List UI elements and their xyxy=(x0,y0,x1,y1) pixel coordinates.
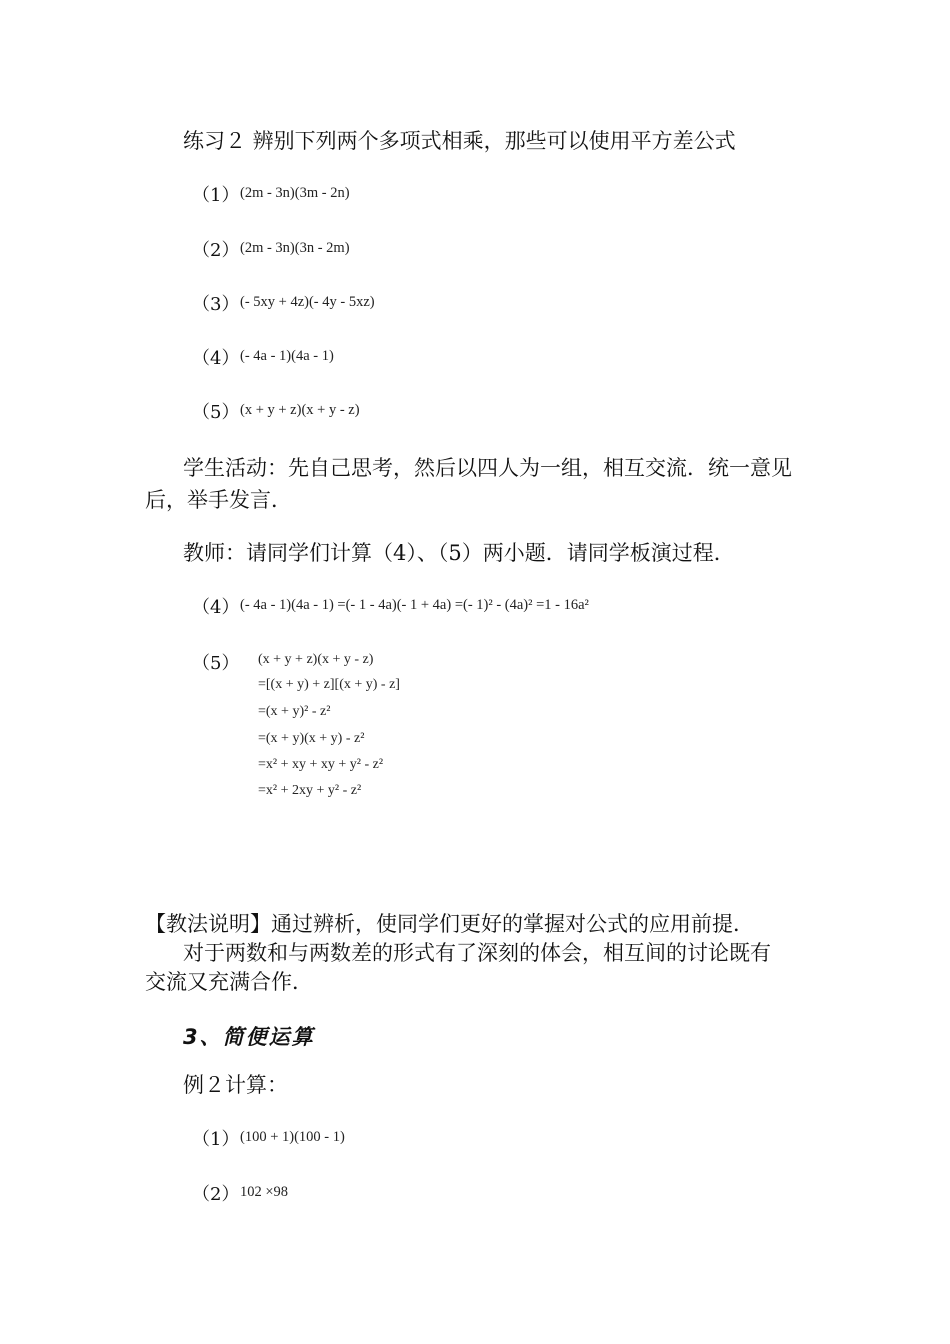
solution4-expr: (- 4a - 1)(4a - 1) =(- 1 - 4a)(- 1 + 4a) =(- 1)² - (4a)² =1 - 16a² xyxy=(240,597,589,613)
exercise2-item4-label: （4） xyxy=(192,348,240,369)
solution5-step3: =(x + y)² - z² xyxy=(258,704,331,719)
solution5-step2: =[(x + y) + z][(x + y) - z] xyxy=(258,677,400,692)
exercise2-item1-expr: (2m - 3n)(3m - 2n) xyxy=(240,185,350,201)
exercise2-item5-label: （5） xyxy=(192,402,240,423)
student-activity-line1: 学生活动：先自己思考，然后以四人为一组，相互交流．统一意见 xyxy=(183,456,792,480)
solution5-label: （5） xyxy=(192,653,240,674)
example2-item2-expr: 102 ×98 xyxy=(240,1184,289,1200)
example2-item1-label: （1） xyxy=(192,1129,240,1150)
exercise2-title: 练习２ 辨别下列两个多项式相乘，那些可以使用平方差公式 xyxy=(183,129,736,153)
method-note-line3: 交流又充满合作． xyxy=(145,970,313,994)
section3-heading: 3、简便运算 xyxy=(183,1025,315,1049)
exercise2-item3-expr: (- 5xy + 4z)(- 4y - 5xz) xyxy=(240,294,375,310)
exercise2-item2-expr: (2m - 3n)(3n - 2m) xyxy=(240,240,350,256)
exercise2-item5-expr: (x + y + z)(x + y - z) xyxy=(240,402,360,418)
example2-item2-label: （2） xyxy=(192,1184,240,1205)
solution5-step6: =x² + 2xy + y² - z² xyxy=(258,783,362,798)
solution5-step1: (x + y + z)(x + y - z) xyxy=(258,652,374,667)
exercise2-item4-expr: (- 4a - 1)(4a - 1) xyxy=(240,348,334,364)
exercise2-item1-label: （1） xyxy=(192,185,240,206)
solution4-label: （4） xyxy=(192,597,240,618)
solution5-step5: =x² + xy + xy + y² - z² xyxy=(258,757,384,772)
example2-title: 例２计算： xyxy=(183,1073,288,1097)
exercise2-item3-label: （3） xyxy=(192,294,240,315)
example2-item1-expr: (100 + 1)(100 - 1) xyxy=(240,1129,345,1145)
exercise2-item2-label: （2） xyxy=(192,240,240,261)
method-note-line1: 【教法说明】通过辨析，使同学们更好的掌握对公式的应用前提． xyxy=(145,912,754,936)
teacher-text: 教师：请同学们计算（4）、（5）两小题．请同学板演过程． xyxy=(183,541,735,565)
solution5-step4: =(x + y)(x + y) - z² xyxy=(258,731,365,746)
student-activity-line2: 后，举手发言． xyxy=(145,488,292,512)
method-note-line2: 对于两数和与两数差的形式有了深刻的体会，相互间的讨论既有 xyxy=(183,941,771,965)
